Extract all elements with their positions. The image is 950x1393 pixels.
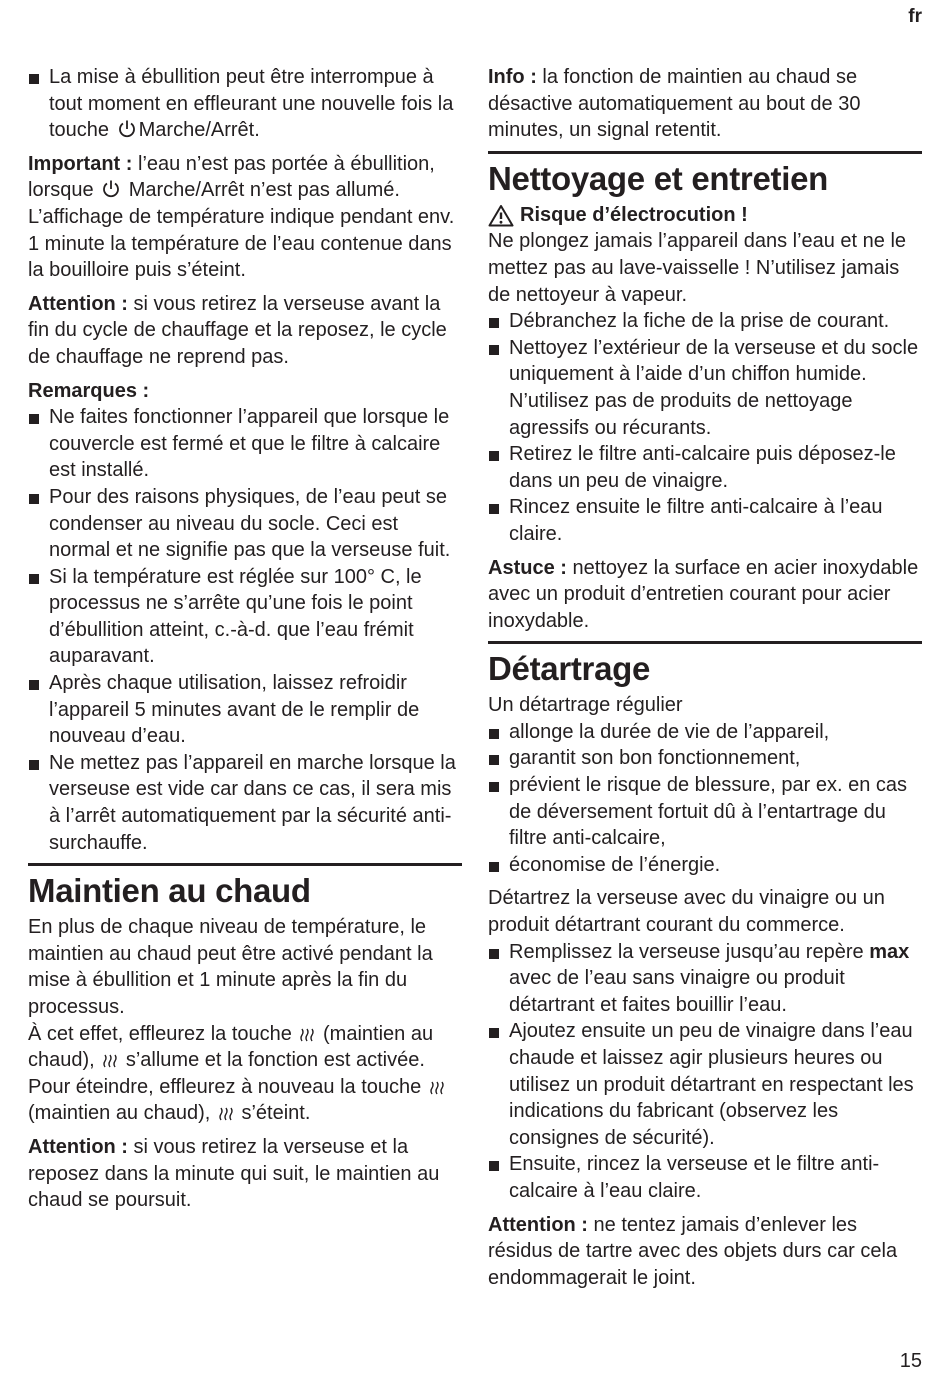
power-icon	[101, 179, 121, 199]
list-item: Nettoyez l’extérieur de la verseuse et du socle uniquement à l’aide d’un chiffon humide. N’utilisez pas de produits de nettoyage agressifs ou récurants.	[488, 335, 922, 441]
important-paragraph: Important : l’eau n’est pas portée à ébullition, lorsque Marche/Arrêt n’est pas allumé. L’affichage de température indique pendant env. 1 minute la température de l’eau contenue dans la bouilloire puis s’éteint.	[28, 152, 455, 282]
maintien-deactivate-paragraph: Pour éteindre, effleurez à nouveau la touche (maintien au chaud), s’éteint.	[28, 1074, 462, 1127]
bullet	[29, 74, 39, 84]
warning-text: Ne plongez jamais l’appareil dans l’eau et ne le mettez pas au lave-vaisselle ! N’utilisez jamais de nettoyeur à vapeur.	[488, 230, 907, 306]
descaling-steps-list	[488, 939, 922, 1205]
list-item: Ajoutez ensuite un peu de vinaigre dans l’eau chaude et laissez agir plusieurs heures ou utilisez un produit détartrant en respectant les indications du fabricant (observez les consignes de sécurité).	[488, 1018, 922, 1151]
bullet	[29, 414, 39, 424]
info-paragraph: Info : la fonction de maintien au chaud se désactive automatiquement au bout de 30 minutes, un signal retentit.	[488, 66, 861, 142]
list-item: Ensuite, rincez la verseuse et le filtre anti-calcaire à l’eau claire.	[488, 1151, 922, 1204]
intro-list	[28, 64, 462, 144]
warning-heading: Risque d’électrocution !	[488, 202, 922, 229]
section-heading-detartrage: Détartrage	[488, 641, 922, 688]
list-item: économise de l’énergie.	[488, 852, 922, 879]
bullet	[489, 318, 499, 328]
detartrage-attention-paragraph: Attention : ne tentez jamais d’enlever les résidus de tartre avec des objets durs car cela endommagerait le joint.	[488, 1213, 898, 1289]
language-label: fr	[908, 6, 922, 27]
list-item: Pour des raisons physiques, de l’eau peut se condenser au niveau du socle. Ceci est normal et ne signifie pas que la verseuse fuit.	[28, 484, 462, 564]
bullet	[29, 494, 39, 504]
list-item: Rincez ensuite le filtre anti-calcaire à l’eau claire.	[488, 494, 922, 547]
remarques-label: Remarques :	[28, 379, 150, 402]
page-number: 15	[899, 1350, 922, 1372]
list-item: Ne faites fonctionner l’appareil que lorsque le couvercle est fermé et que le filtre à calcaire est installé.	[28, 404, 462, 484]
list-item: prévient le risque de blessure, par ex. en cas de déversement fortuit dû à l’entartrage du filtre anti-calcaire,	[488, 772, 922, 852]
list-item: Retirez le filtre anti-calcaire puis déposez-le dans un peu de vinaigre.	[488, 441, 922, 494]
keep-warm-icon	[218, 1106, 234, 1122]
bullet	[489, 782, 499, 792]
maintien-attention-paragraph: Attention : si vous retirez la verseuse et la reposez dans la minute qui suit, le maintien au chaud se poursuit.	[28, 1135, 440, 1212]
bullet	[29, 760, 39, 770]
remarques-list	[28, 404, 462, 856]
list-item: allonge la durée de vie de l’appareil,	[488, 719, 922, 746]
list-item: Débranchez la fiche de la prise de courant.	[488, 308, 922, 335]
bullet	[489, 504, 499, 514]
list-item: Ne mettez pas l’appareil en marche lorsque la verseuse est vide car dans ce cas, il sera mis à l’arrêt automatiquement par la sécurité anti-surchauffe.	[28, 750, 462, 856]
list-item: Après chaque utilisation, laissez refroidir l’appareil 5 minutes avant de le remplir de nouveau d’eau.	[28, 670, 462, 750]
bullet	[489, 862, 499, 872]
left-column	[28, 64, 462, 1221]
benefits-list	[488, 719, 922, 879]
list-item: La mise à ébullition peut être interrompue à tout moment en effleurant une nouvelle fois la touche Marche/Arrêt.	[28, 64, 462, 144]
maintien-paragraph: En plus de chaque niveau de température, le maintien au chaud peut être activé pendant la mise à ébullition et 1 minute après la fin du processus.	[28, 916, 433, 1018]
detartrage-intro: Un détartrage régulier	[488, 694, 683, 717]
detartrage-paragraph: Détartrez la verseuse avec du vinaigre ou un produit détartrant courant du commerce.	[488, 887, 885, 937]
bullet	[489, 1028, 499, 1038]
list-item: Si la température est réglée sur 100° C, le processus ne s’arrête qu’une fois le point d’ébullition atteint, c.-à-d. que l’eau frémit auparavant.	[28, 564, 462, 670]
power-icon	[117, 119, 137, 139]
keep-warm-icon	[429, 1080, 445, 1096]
list-item: Remplissez la verseuse jusqu’au repère max avec de l’eau sans vinaigre ou produit détartrant et faites bouillir l’eau.	[488, 939, 922, 1019]
section-heading-nettoyage: Nettoyage et entretien	[488, 151, 922, 198]
bullet	[489, 345, 499, 355]
maintien-activate-paragraph: À cet effet, effleurez la touche (maintien au chaud), s’allume et la fonction est activée.	[28, 1022, 434, 1072]
bullet	[489, 451, 499, 461]
bullet	[29, 680, 39, 690]
right-column	[488, 64, 922, 1298]
bullet	[29, 574, 39, 584]
section-heading-maintien: Maintien au chaud	[28, 863, 462, 910]
warning-triangle-icon	[488, 204, 514, 227]
bullet	[489, 755, 499, 765]
keep-warm-icon	[102, 1053, 118, 1069]
bullet	[489, 1161, 499, 1171]
attention-paragraph: Attention : si vous retirez la verseuse avant la fin du cycle de chauffage et la reposez, le cycle de chauffage ne reprend pas.	[28, 292, 447, 368]
astuce-paragraph: Astuce : nettoyez la surface en acier inoxydable avec un produit d’entretien courant pour acier inoxydable.	[488, 556, 919, 632]
bullet	[489, 949, 499, 959]
list-item: garantit son bon fonctionnement,	[488, 745, 922, 772]
cleaning-steps-list	[488, 308, 922, 547]
bullet	[489, 729, 499, 739]
keep-warm-icon	[299, 1027, 315, 1043]
